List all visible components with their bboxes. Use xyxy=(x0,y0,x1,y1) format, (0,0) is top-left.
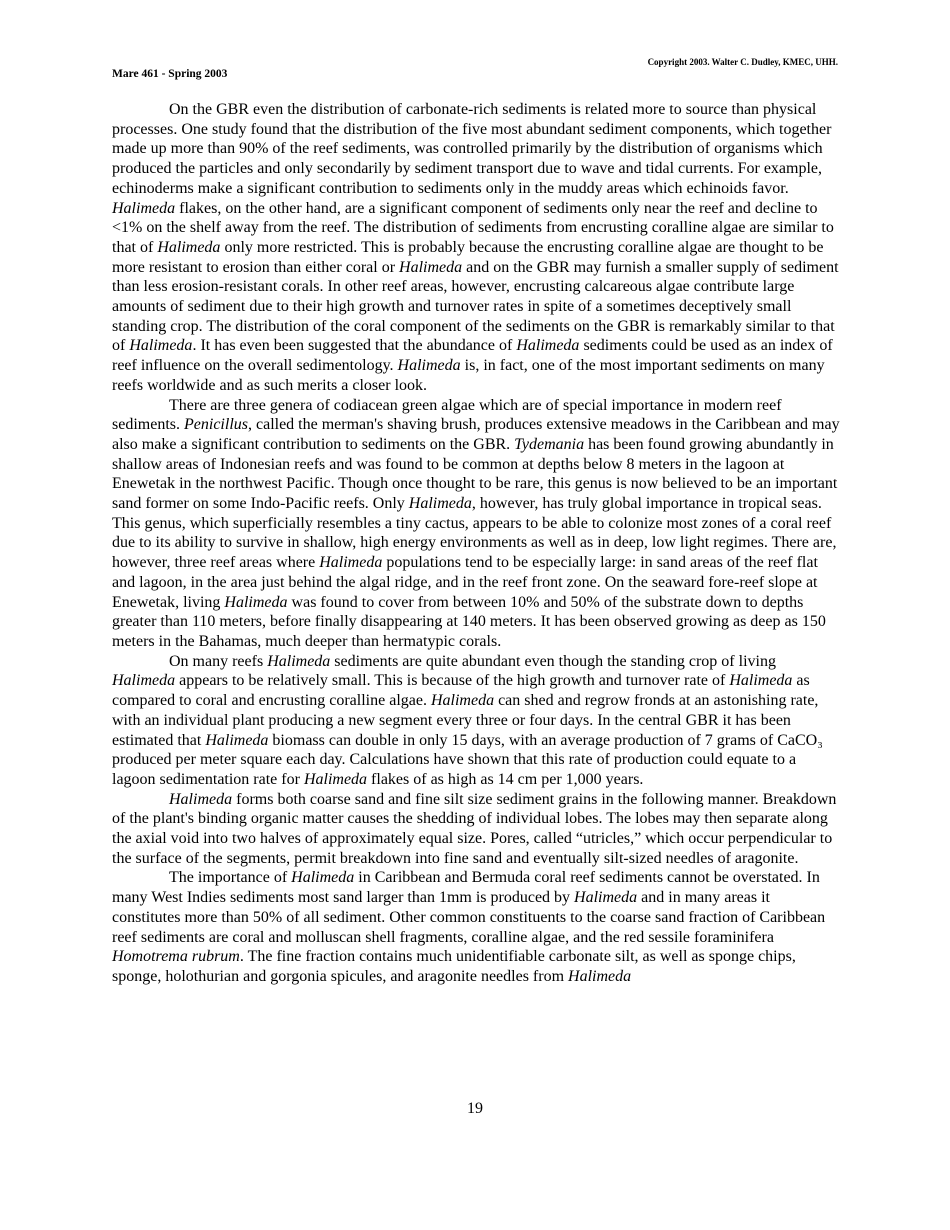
text-run: has been found growing abundantly in shallow areas of Indonesian reefs and was found to be common at depths below 8 meters in the lagoon at Enewetak in the northwest Pacific. Though once thought to be rare, this genus is now believed to be an important sand former on some Indo-Pacific reefs. Only xyxy=(112,435,838,513)
text-run: forms both coarse sand and fine silt size sediment grains in the following manner. Breakdown of the plant's binding organic matter causes the shedding of individual lobes. The lobes may then separate along the axial void into two halves of approximately equal size. Pores, called “utricles,” which occur perpendicular to the surface of the segments, permit breakdown into fine sand and eventually silt-sized needles of aragonite. xyxy=(112,790,837,867)
text-run: sediments could be used as an index of reef influence on the overall sedimentology. xyxy=(112,337,833,375)
italic-taxon-name: Halimeda xyxy=(729,672,793,690)
text-run: populations tend to be especially large: in sand areas of the reef flat and lagoon, in the area just behind the algal ridge, and in the reef front zone. On the seaward fore-reef slope at Enewetak, living xyxy=(112,554,818,611)
paragraph-gbr-distribution xyxy=(112,100,840,396)
text-run: . The fine fraction contains much unidentifiable carbonate silt, as well as sponge chips, sponge, holothurian and gorgonia spicules, and aragonite needles from xyxy=(112,948,796,985)
paragraph-halimeda-grains xyxy=(112,790,840,869)
italic-taxon-name: Halimeda xyxy=(516,337,580,355)
italic-taxon-name: Homotrema rubrum xyxy=(112,948,240,966)
italic-taxon-name: Halimeda xyxy=(112,199,176,217)
italic-taxon-name: Penicillus xyxy=(184,416,248,434)
course-title: Mare 461 - Spring 2003 xyxy=(112,68,228,80)
italic-taxon-name: Halimeda xyxy=(169,790,233,808)
text-run: The importance of xyxy=(169,869,292,887)
text-run: flakes, on the other hand, are a significant component of sediments only near the reef and decline to <1% on the shelf away from the reef. The distribution of sediments from encrusting coralline algae are similar to that of xyxy=(112,199,834,256)
italic-taxon-name: Halimeda xyxy=(224,593,288,611)
text-run: and in many areas it constitutes more than 50% of all sediment. Other common constituents to the coarse sand fraction of Caribbean reef sediments are coral and molluscan shell fragments, coralline algae, and the red sessile foraminifera xyxy=(112,889,826,946)
text-run: , called the merman's shaving brush, produces extensive meadows in the Caribbean and may also make a significant contribution to sediments on the GBR. xyxy=(112,416,840,453)
italic-taxon-name: Halimeda xyxy=(319,554,383,572)
text-run: On many reefs xyxy=(169,652,268,670)
text-run: There are three genera of codiacean green algae which are of special importance in modern reef sediments. xyxy=(112,396,782,434)
text-run: as compared to coral and encrusting coralline algae. xyxy=(112,672,810,710)
italic-taxon-name: Halimeda xyxy=(303,770,368,788)
page-number: 19 xyxy=(467,1100,483,1117)
copyright-notice: Copyright 2003. Walter C. Dudley, KMEC, UHH. xyxy=(647,57,838,67)
text-run: was found to cover from between 10% and 50% of the substrate down to depths greater than 110 meters, before finally disappearing at 140 meters. It has been observed growing as deep as 150 meters in the Bahamas, much deeper than hermatypic corals. xyxy=(112,593,826,650)
text-run: can shed and regrow fronds at an astonishing rate, with an individual plant producing a new segment every three or four days. In the central GBR it has been estimated that xyxy=(112,692,819,749)
italic-taxon-name: Halimeda xyxy=(205,731,269,749)
italic-taxon-name: Halimeda xyxy=(397,357,461,375)
italic-taxon-name: Halimeda xyxy=(291,869,355,887)
text-run: biomass can double in only 15 days, with an average production of 7 grams of CaCO₃ produced per meter square each day. Calculations have shown that this rate of production could equate to a lagoon sedimentation rate for xyxy=(112,731,823,788)
text-run: appears to be relatively small. This is because of the high growth and turnover rate of xyxy=(175,672,730,690)
italic-taxon-name: Halimeda xyxy=(408,495,472,513)
text-run: . It has even been suggested that the abundance of xyxy=(192,337,517,355)
italic-taxon-name: Halimeda xyxy=(568,967,632,985)
text-run: , however, has truly global importance in tropical seas. This genus, which superficially resembles a tiny cactus, appears to be able to colonize most zones of a coral reef due to its ability to survive in shallow, high energy environments as well as in deep, low light regimes. There are, however, three reef areas where xyxy=(112,495,837,572)
italic-taxon-name: Halimeda xyxy=(129,337,193,355)
text-run: On the GBR even the distribution of carbonate-rich sediments is related more to source than physical processes. One study found that the distribution of the five most abundant sediment components, which together made up more than 90% of the reef sediments, was controlled primarily by the distribution of organisms which produced the particles and only secondarily by sediment transport due to wave and tidal currents. For example, echinoderms make a significant contribution to sediments only in the muddy areas which echinoids favor. xyxy=(112,101,832,197)
paragraph-halimeda-turnover xyxy=(112,652,840,790)
italic-taxon-name: Halimeda xyxy=(399,258,463,276)
italic-taxon-name: Halimeda xyxy=(574,889,638,907)
text-run: is, in fact, one of the most important sediments on many reefs worldwide and as such merits a closer look. xyxy=(112,357,825,394)
italic-taxon-name: Halimeda xyxy=(112,672,176,690)
text-run: flakes of as high as 14 cm per 1,000 years. xyxy=(367,770,644,788)
italic-taxon-name: Halimeda xyxy=(430,692,495,710)
text-run: sediments are quite abundant even though the standing crop of living xyxy=(330,652,776,670)
paragraph-caribbean-sediments xyxy=(112,868,840,986)
italic-taxon-name: Halimeda xyxy=(267,652,331,670)
paragraph-codiacean-algae xyxy=(112,396,840,652)
italic-taxon-name: Tydemania xyxy=(514,435,585,453)
italic-taxon-name: Halimeda xyxy=(157,238,221,256)
document-body xyxy=(112,100,840,987)
text-run: and on the GBR may furnish a smaller supply of sediment than less erosion-resistant corals. In other reef areas, however, encrusting calcareous algae contribute large amounts of sediment due to their high growth and turnover rates in spite of a sometimes deceptively small standing crop. The distribution of the coral component of the sediments on the GBR is remarkably similar to that of xyxy=(112,258,839,355)
text-run: in Caribbean and Bermuda coral reef sediments cannot be overstated. In many West Indies sediments most sand larger than 1mm is produced by xyxy=(112,869,820,907)
text-run: only more restricted. This is probably because the encrusting coralline algae are thought to be more resistant to erosion than either coral or xyxy=(112,238,824,276)
